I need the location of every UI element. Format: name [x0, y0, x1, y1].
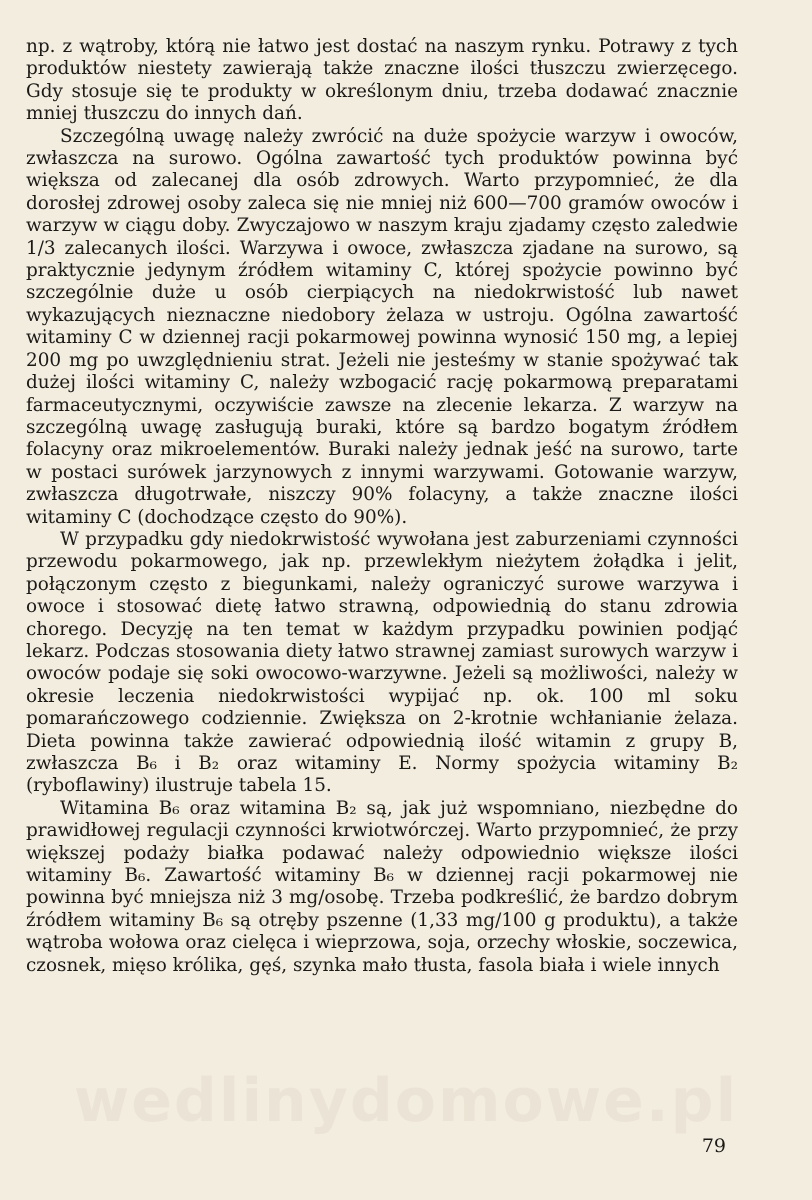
body-text — [26, 36, 738, 977]
paragraph: np. z wątroby, którą nie łatwo jest dostać na naszym rynku. Potrawy z tych produktów niestety zawierają także znaczne ilości tłuszczu zwierzęcego. Gdy stosuje się te produkty w określonym dniu, trzeba dodawać znacznie mniej tłuszczu do innych dań. — [26, 36, 738, 125]
paragraph: W przypadku gdy niedokrwistość wywołana jest zaburzeniami czynności przewodu pokarmowego, jak np. przewlekłym nieżytem żołądka i jelit, połączonym często z biegunkami, należy ograniczyć surowe warzywa i owoce i stosować dietę łatwo strawną, odpowiednią do stanu zdrowia chorego. Decyzję na ten temat w każdym przypadku powinien podjąć lekarz. Podczas stosowania diety łatwo strawnej zamiast surowych warzyw i owoców podaje się soki owocowo-warzywne. Jeżeli są możliwości, należy w okresie leczenia niedokrwistości wypijać np. ok. 100 ml soku pomarańczowego codziennie. Zwiększa on 2-krotnie wchłanianie żelaza. Dieta powinna także zawierać odpowiednią ilość witamin z grupy B, zwłaszcza B₆ i B₂ oraz witaminy E. Normy spożycia witaminy B₂ (ryboflawiny) ilustruje tabela 15. — [26, 528, 738, 797]
page-number: 79 — [701, 1135, 726, 1157]
paragraph: Szczególną uwagę należy zwrócić na duże spożycie warzyw i owoców, zwłaszcza na surowo. Ogólna zawartość tych produktów powinna być większa od zalecanej dla osób zdrowych. Warto przypomnieć, że dla dorosłej zdrowej osoby zaleca się nie mniej niż 600—700 gramów owoców i warzyw w ciągu doby. Zwyczajowo w naszym kraju zjadamy często zaledwie 1/3 zalecanych ilości. Warzywa i owoce, zwłaszcza zjadane na surowo, są praktycznie jedynym źródłem witaminy C, której spożycie powinno być szczególnie duże u osób cierpiących na niedokrwistość lub nawet wykazujących nieznaczne niedobory żelaza w ustroju. Ogólna zawartość witaminy C w dziennej racji pokarmowej powinna wynosić 150 mg, a lepiej 200 mg po uwzględnieniu strat. Jeżeli nie jesteśmy w stanie spożywać tak dużej ilości witaminy C, należy wzbogacić rację pokarmową preparatami farmaceutycznymi, oczywiście zawsze na zlecenie lekarza. Z warzyw na szczególną uwagę zasługują buraki, które są bardzo bogatym źródłem folacyny oraz mikroelementów. Buraki należy jednak jeść na surowo, tarte w postaci surówek jarzynowych z innymi warzywami. Gotowanie warzyw, zwłaszcza długotrwałe, niszczy 90% folacyny, a także znaczne ilości witaminy C (dochodzące często do 90%). — [26, 125, 738, 528]
paragraph: Witamina B₆ oraz witamina B₂ są, jak już wspomniano, niezbędne do prawidłowej regulacji czynności krwiotwórczej. Warto przypomnieć, że przy większej podaży białka podawać należy odpowiednio większe ilości witaminy B₆. Zawartość witaminy B₆ w dziennej racji pokarmowej nie powinna być mniejsza niż 3 mg/osobę. Trzeba podkreślić, że bardzo dobrym źródłem witaminy B₆ są otręby pszenne (1,33 mg/100 g produktu), a także wątroba wołowa oraz cielęca i wieprzowa, soja, orzechy włoskie, soczewica, czosnek, mięso królika, gęś, szynka mało tłusta, fasola biała i wiele innych — [26, 797, 738, 976]
watermark: wedlinydomowe.pl — [73, 1066, 739, 1136]
